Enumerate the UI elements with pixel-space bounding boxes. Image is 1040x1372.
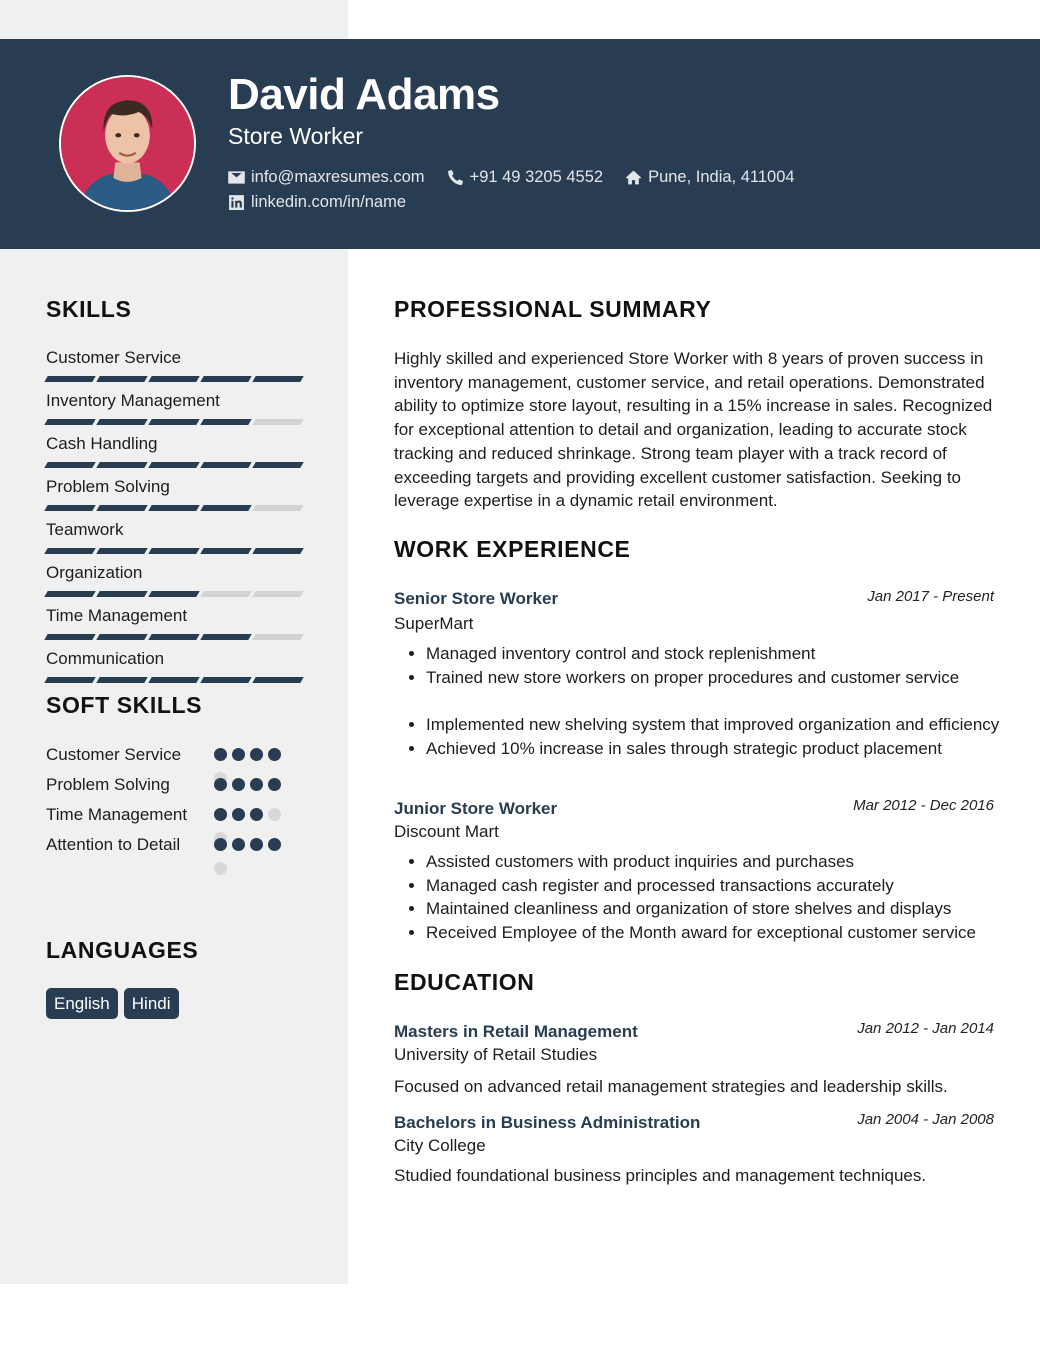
skill-level-segment bbox=[148, 419, 199, 425]
skill-level-segment bbox=[44, 419, 95, 425]
job-bullets bbox=[426, 642, 1001, 761]
rating-dot bbox=[232, 808, 245, 821]
soft-skill-item bbox=[46, 803, 302, 827]
skill-level-segment bbox=[200, 462, 251, 468]
summary-heading: PROFESSIONAL SUMMARY bbox=[394, 296, 712, 322]
skill-level-segment bbox=[200, 376, 251, 382]
job-dates: Mar 2012 - Dec 2016 bbox=[853, 797, 994, 814]
degree-description: Studied foundational business principles and management techniques. bbox=[394, 1166, 927, 1185]
candidate-name: David Adams bbox=[228, 70, 500, 119]
soft-skill-item bbox=[46, 833, 302, 857]
skill-level-segment bbox=[200, 634, 251, 640]
linkedin-icon bbox=[228, 194, 245, 211]
contact-email[interactable] bbox=[228, 167, 425, 188]
company-name: SuperMart bbox=[394, 614, 474, 633]
rating-dot bbox=[232, 838, 245, 851]
list-item: • Managed cash register and processed transactions accurately bbox=[426, 874, 1001, 898]
rating-dot bbox=[214, 862, 227, 875]
skill-level-bar bbox=[46, 505, 306, 511]
contact-phone[interactable] bbox=[447, 167, 604, 188]
skill-item bbox=[46, 476, 302, 519]
skill-level-segment bbox=[252, 419, 303, 425]
soft-skill-rating bbox=[214, 838, 288, 886]
skill-name: Cash Handling bbox=[46, 434, 158, 453]
phone-icon bbox=[447, 169, 464, 186]
skill-level-bar bbox=[46, 677, 306, 683]
degree-description: Focused on advanced retail management strategies and leadership skills. bbox=[394, 1077, 948, 1096]
skill-level-segment bbox=[252, 505, 303, 511]
skill-level-segment bbox=[252, 548, 303, 554]
skill-item bbox=[46, 562, 302, 605]
spacer bbox=[426, 689, 1001, 713]
contact-row-2 bbox=[228, 192, 428, 213]
skill-item bbox=[46, 605, 302, 648]
skill-level-segment bbox=[148, 548, 199, 554]
skill-level-segment bbox=[96, 591, 147, 597]
skill-level-segment bbox=[148, 591, 199, 597]
skill-level-segment bbox=[200, 419, 251, 425]
job-bullets bbox=[426, 850, 1001, 945]
contact-linkedin[interactable] bbox=[228, 192, 406, 213]
skill-name: Organization bbox=[46, 563, 143, 582]
job-title: Junior Store Worker bbox=[394, 799, 558, 818]
skill-name: Teamwork bbox=[46, 520, 124, 539]
soft-skill-item bbox=[46, 743, 302, 767]
soft-skill-name: Attention to Detail bbox=[46, 835, 181, 854]
skill-name: Customer Service bbox=[46, 348, 182, 367]
skill-level-bar bbox=[46, 376, 306, 382]
degree-dates: Jan 2004 - Jan 2008 bbox=[857, 1111, 994, 1128]
phone-text: +91 49 3205 4552 bbox=[469, 168, 604, 186]
company-name: Discount Mart bbox=[394, 822, 499, 841]
languages-heading: LANGUAGES bbox=[46, 937, 199, 963]
rating-dot bbox=[268, 838, 281, 851]
rating-dot bbox=[214, 838, 227, 851]
skill-level-segment bbox=[252, 462, 303, 468]
profile-photo bbox=[61, 77, 194, 210]
skills-heading: SKILLS bbox=[46, 296, 132, 322]
skill-level-segment bbox=[44, 376, 95, 382]
skill-level-segment bbox=[200, 677, 251, 683]
school-name: City College bbox=[394, 1136, 486, 1155]
skill-level-segment bbox=[252, 376, 303, 382]
skill-level-segment bbox=[148, 677, 199, 683]
soft-skill-name: Customer Service bbox=[46, 745, 182, 764]
skill-name: Communication bbox=[46, 649, 165, 668]
languages-list bbox=[46, 988, 185, 1019]
skill-name: Problem Solving bbox=[46, 477, 170, 496]
rating-dot bbox=[232, 748, 245, 761]
skill-level-segment bbox=[148, 634, 199, 640]
rating-dot bbox=[232, 778, 245, 791]
skill-level-segment bbox=[96, 505, 147, 511]
rating-dot bbox=[250, 748, 263, 761]
skill-level-segment bbox=[96, 548, 147, 554]
skill-level-segment bbox=[44, 505, 95, 511]
rating-dot bbox=[214, 748, 227, 761]
rating-dot bbox=[250, 838, 263, 851]
soft-skills-list bbox=[46, 743, 302, 863]
contact-row bbox=[228, 167, 817, 188]
list-item: • Achieved 10% increase in sales through strategic product placement bbox=[426, 737, 1001, 761]
skill-level-segment bbox=[148, 376, 199, 382]
rating-dot bbox=[268, 748, 281, 761]
skill-level-segment bbox=[252, 677, 303, 683]
skill-level-bar bbox=[46, 634, 306, 640]
skill-level-segment bbox=[96, 376, 147, 382]
soft-skill-name: Problem Solving bbox=[46, 775, 170, 794]
skill-level-segment bbox=[44, 548, 95, 554]
degree-title: Masters in Retail Management bbox=[394, 1022, 638, 1041]
skill-level-segment bbox=[252, 634, 303, 640]
rating-dot bbox=[214, 778, 227, 791]
school-name: University of Retail Studies bbox=[394, 1045, 598, 1064]
summary-text: Highly skilled and experienced Store Worker with 8 years of proven success in inventory management, customer service, and retail operations. Demonstrated ability to optimize store layout, resulting in a 15% increase in sales. Recognized for exceptional attention to detail and organization, leading to accurate stock tracking and reduced shrinkage. Strong team player with a track record of exceeding targets and providing excellent customer satisfaction. Seeking to leverage expertise in a dynamic retail environment. bbox=[394, 349, 993, 511]
skill-name: Inventory Management bbox=[46, 391, 220, 410]
job-dates: Jan 2017 - Present bbox=[867, 588, 994, 605]
rating-dot bbox=[250, 778, 263, 791]
soft-skill-item bbox=[46, 773, 302, 797]
home-icon bbox=[625, 169, 642, 186]
skill-level-segment bbox=[44, 634, 95, 640]
location-text: Pune, India, 411004 bbox=[648, 168, 795, 186]
linkedin-text: linkedin.com/in/name bbox=[251, 193, 406, 211]
rating-dot bbox=[268, 808, 281, 821]
list-item: • Assisted customers with product inquiries and purchases bbox=[426, 850, 1001, 874]
avatar bbox=[59, 75, 196, 212]
skill-name: Time Management bbox=[46, 606, 188, 625]
education-heading: EDUCATION bbox=[394, 969, 535, 995]
list-item: • Received Employee of the Month award for exceptional customer service bbox=[426, 921, 1001, 945]
job-title: Senior Store Worker bbox=[394, 589, 559, 608]
skill-level-segment bbox=[96, 677, 147, 683]
skill-item bbox=[46, 347, 302, 390]
skill-item bbox=[46, 433, 302, 476]
skill-level-segment bbox=[96, 419, 147, 425]
skill-item bbox=[46, 390, 302, 433]
resume-header bbox=[0, 39, 1040, 249]
degree-dates: Jan 2012 - Jan 2014 bbox=[857, 1020, 994, 1037]
language-tag: Hindi bbox=[124, 988, 179, 1019]
skill-level-segment bbox=[252, 591, 303, 597]
soft-skills-heading: SOFT SKILLS bbox=[46, 692, 203, 718]
skill-level-segment bbox=[96, 462, 147, 468]
skill-level-segment bbox=[148, 505, 199, 511]
skill-level-segment bbox=[44, 591, 95, 597]
skill-level-bar bbox=[46, 548, 306, 554]
contact-location bbox=[625, 167, 795, 188]
skill-level-segment bbox=[44, 462, 95, 468]
skill-level-bar bbox=[46, 591, 306, 597]
envelope-icon bbox=[228, 169, 245, 186]
skills-list bbox=[46, 347, 302, 691]
rating-dot bbox=[250, 808, 263, 821]
candidate-title: Store Worker bbox=[228, 123, 364, 149]
soft-skill-rating bbox=[214, 778, 288, 802]
skill-item bbox=[46, 648, 302, 691]
language-tag: English bbox=[46, 988, 118, 1019]
skill-level-bar bbox=[46, 462, 306, 468]
rating-dot bbox=[268, 778, 281, 791]
skill-level-segment bbox=[200, 591, 251, 597]
skill-item bbox=[46, 519, 302, 562]
skill-level-segment bbox=[96, 634, 147, 640]
list-item: • Implemented new shelving system that improved organization and efficiency bbox=[426, 713, 1001, 737]
soft-skill-name: Time Management bbox=[46, 805, 188, 824]
skill-level-segment bbox=[200, 505, 251, 511]
list-item: • Managed inventory control and stock replenishment bbox=[426, 642, 1001, 666]
experience-heading: WORK EXPERIENCE bbox=[394, 536, 631, 562]
skill-level-segment bbox=[200, 548, 251, 554]
degree-title: Bachelors in Business Administration bbox=[394, 1113, 701, 1132]
skill-level-segment bbox=[44, 677, 95, 683]
list-item: • Maintained cleanliness and organization of store shelves and displays bbox=[426, 897, 1001, 921]
rating-dot bbox=[214, 808, 227, 821]
skill-level-segment bbox=[148, 462, 199, 468]
email-text: info@maxresumes.com bbox=[251, 168, 425, 186]
list-item: • Trained new store workers on proper procedures and customer service bbox=[426, 666, 1001, 690]
skill-level-bar bbox=[46, 419, 306, 425]
